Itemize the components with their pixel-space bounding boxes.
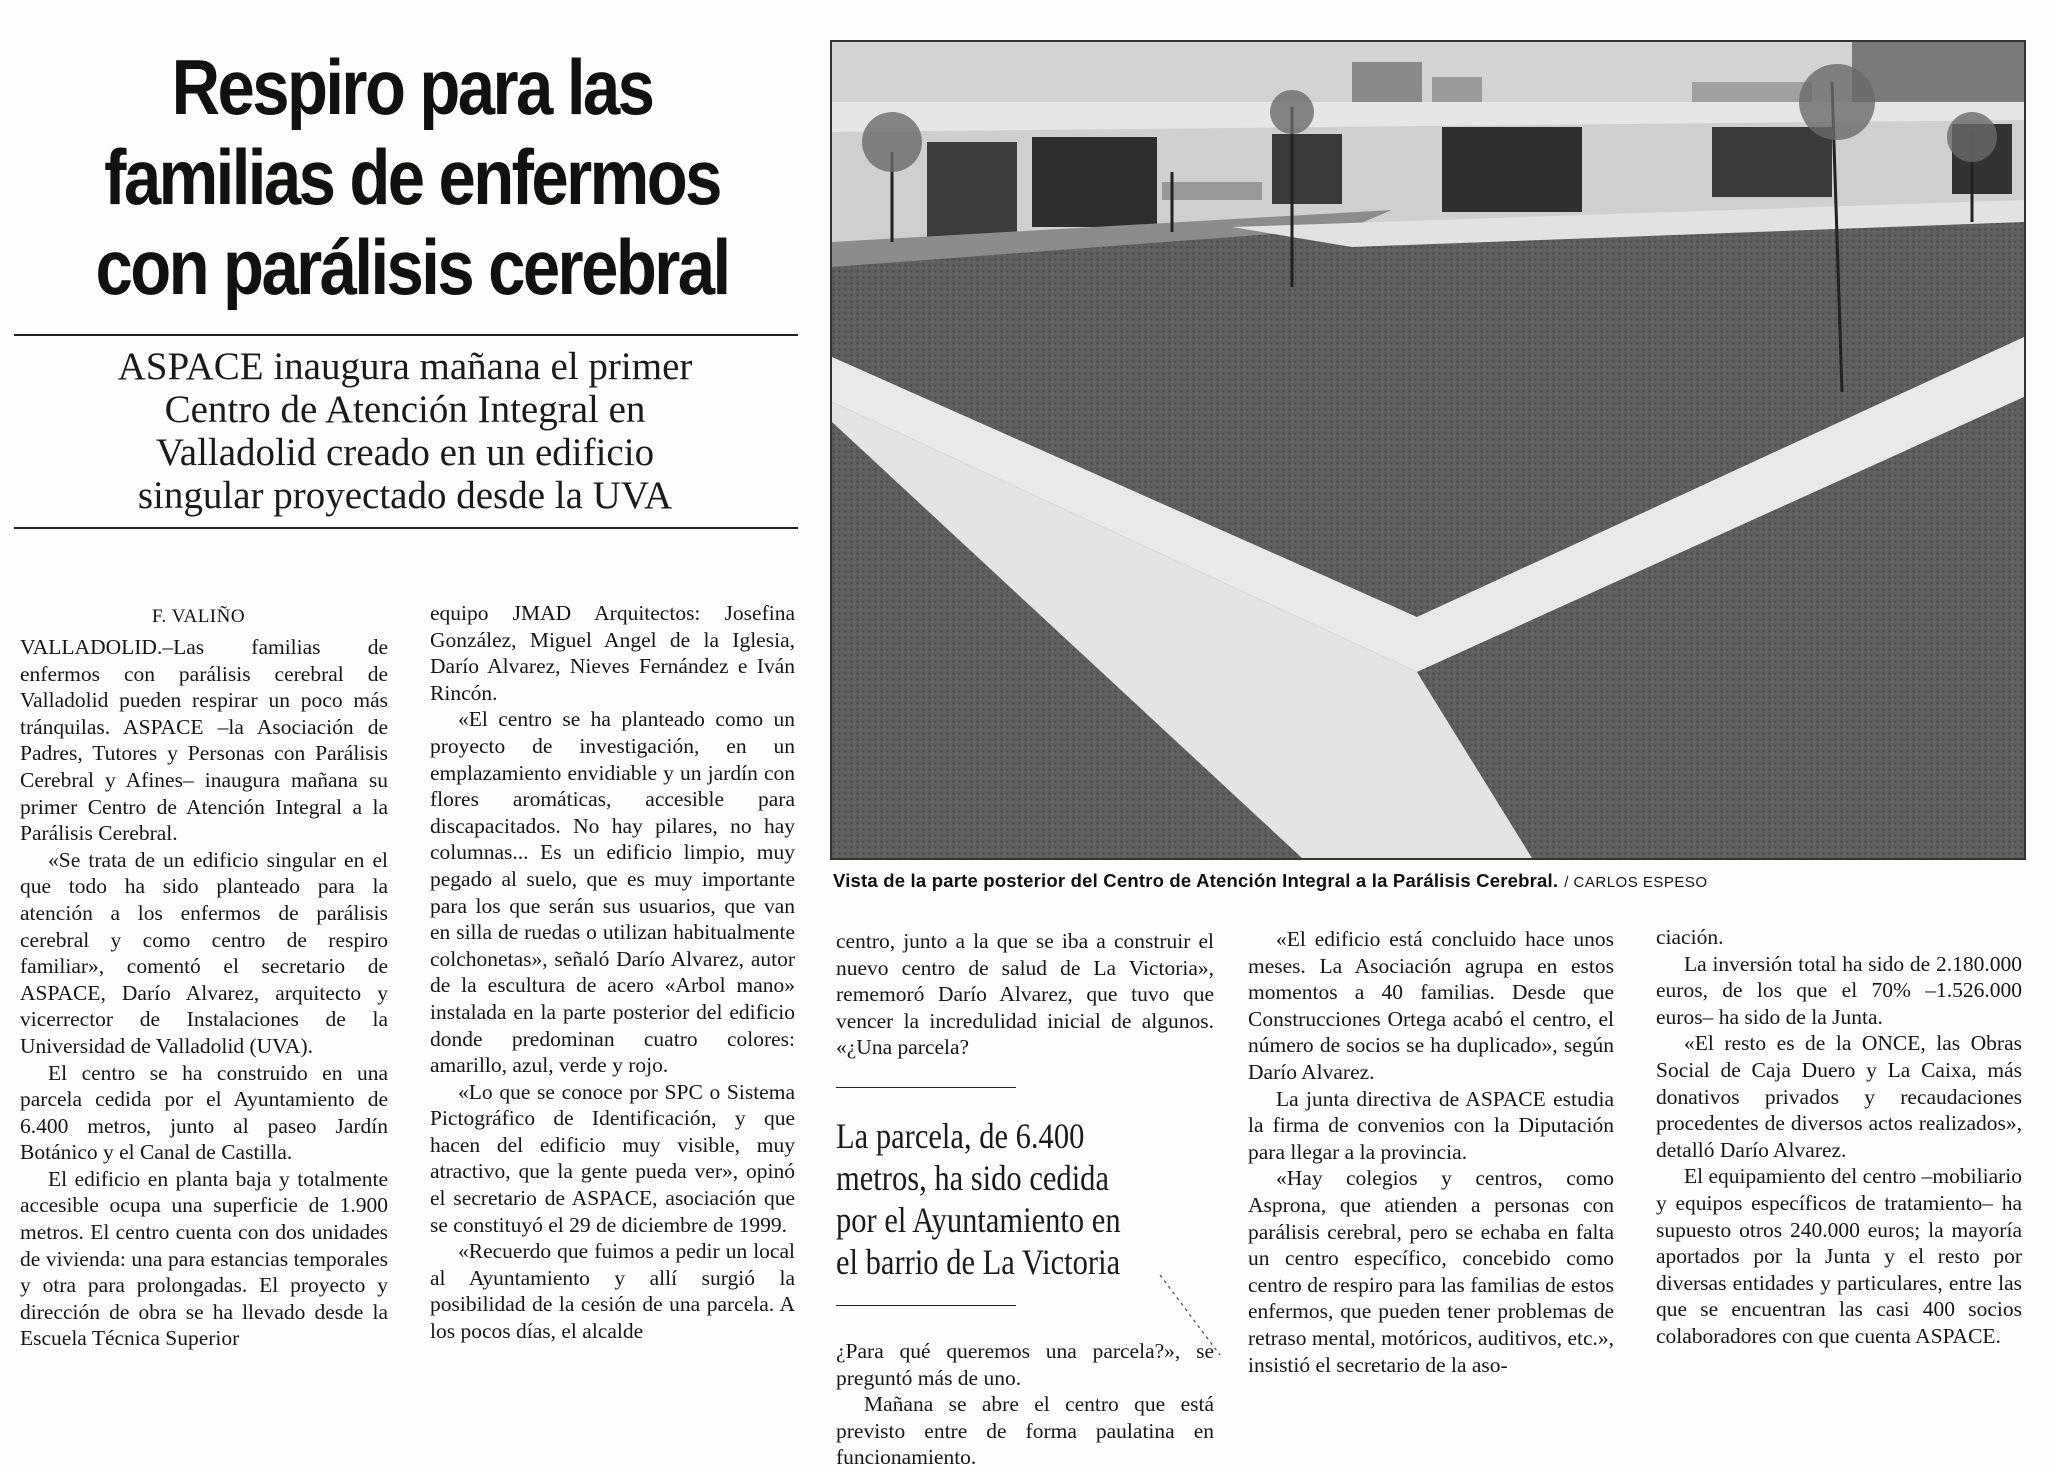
paragraph: VALLADOLID.–Las familias de enfermos con parálisis cerebral de Valladolid pueden respirar un poco más tránquilas. ASPACE –la Asociación de Padres, Tutores y Personas con Parálisis Cerebral y Afines– inaugura mañana su primer Centro de Atención Integral a la Parálisis Cerebral. bbox=[20, 635, 388, 846]
deck-rule-bottom bbox=[14, 527, 798, 529]
column-3-top bbox=[836, 928, 1214, 1061]
paragraph: El equipamiento del centro –mobiliario y equipos específicos de tratamiento– ha supuesto otros 240.000 euros; la mayoría aportados por la Junta y el resto por diversas entidades y particulares, entre las que se encuentran las casi 400 socios colaboradores con que cuenta ASPACE. bbox=[1656, 1164, 2022, 1348]
headline-line-2: familias de enfermos bbox=[104, 133, 720, 221]
dateline: VALLADOLID. bbox=[20, 635, 163, 659]
headline bbox=[77, 42, 748, 312]
paragraph: «Lo que se conoce por SPC o Sistema Pictográfico de Identificación, y que hacen del edificio muy visible, muy atractivo, que la gente pueda ver», opinó el secretario de ASPACE, asociación que se constituyó el 29 de diciembre de 1999. bbox=[430, 1079, 795, 1237]
paragraph: «El edificio está concluido hace unos meses. La Asociación agrupa en estos momentos a 40 familias. Desde que Construcciones Ortega acabó el centro, el número de socios se ha duplicado», según Darío Alvarez. bbox=[1248, 927, 1614, 1084]
paragraph: ¿Para qué queremos una parcela?», se preguntó más de uno. bbox=[836, 1339, 1214, 1390]
paragraph: centro, junto a la que se iba a construir el nuevo centro de salud de La Victoria», rememoró Darío Alvarez, que tuvo que vencer la incredulidad inicial de algunos. «¿Una parcela? bbox=[836, 929, 1214, 1060]
paragraph: El centro se ha construido en una parcela cedida por el Ayuntamiento de 6.400 metros, junto al paseo Jardín Botánico y el Canal de Castilla. bbox=[20, 1060, 388, 1165]
caption-text: Vista de la parte posterior del Centro de Atención Integral a la Parálisis Cerebral. bbox=[833, 870, 1559, 891]
courtyard-photo bbox=[830, 40, 2026, 860]
paragraph: «Se trata de un edificio singular en el que todo ha sido planteado para la atención a los enfermos de parálisis cerebral y como centro de respiro familiar», comentó el secretario de ASPACE, Darío Alvarez, arquitecto y vicerrector de Instalaciones de la Universidad de Valladolid (UVA). bbox=[20, 847, 388, 1058]
paragraph: La inversión total ha sido de 2.180.000 euros, de los que el 70% –1.526.000 euros– ha sido de la Junta. bbox=[1656, 951, 2022, 1029]
column-5 bbox=[1656, 924, 2022, 1350]
headline-line-1: Respiro para las bbox=[171, 43, 653, 131]
column-3-bottom bbox=[836, 1338, 1214, 1471]
paragraph: La junta directiva de ASPACE estudia la firma de convenios con la Diputación para llegar a la provincia. bbox=[1248, 1086, 1614, 1164]
column-4 bbox=[1248, 926, 1614, 1378]
headline-rule-top bbox=[14, 334, 798, 336]
deck-line-2: Centro de Atención Integral en bbox=[164, 388, 646, 431]
headline-line-3: con parálisis cerebral bbox=[95, 223, 729, 311]
paragraph: «El centro se ha planteado como un proyecto de investigación, en un emplazamiento envidiable y un jardín con flores aromáticas, accesible para discapacitados. No hay pilares, no hay columnas... Es un edificio limpio, muy pegado al suelo, que es muy importante para los que serán sus usuarios, que van en silla de ruedas o utilizan habitualmente colchonetas», señaló Darío Alvarez, autor de la escultura de acero «Arbol mano» instalada en la parte posterior del edificio donde predominan cuatro colores: amarillo, azul, verde y rojo. bbox=[430, 707, 795, 1078]
deck-subheadline bbox=[40, 345, 770, 517]
paragraph: El edificio en planta baja y totalmente accesible ocupa una superficie de 1.900 metros. El centro cuenta con dos unidades de vivienda: una para estancias temporales y otra para prolongadas. El proyecto y dirección de obra se ha llevado desde la Escuela Técnica Superior bbox=[20, 1166, 388, 1351]
photo-credit: / CARLOS ESPESO bbox=[1564, 874, 1708, 891]
pull-quote: La parcela, de 6.400 metros, ha sido cedida por el Ayuntamiento en el barrio de La Victoria bbox=[836, 1116, 1121, 1282]
paragraph: «Recuerdo que fuimos a pedir un local al Ayuntamiento y allí surgió la posibilidad de la cesión de una parcela. A los pocos días, el alcalde bbox=[430, 1239, 795, 1344]
deck-line-3: Valladolid creado en un edificio bbox=[155, 431, 655, 474]
column-2 bbox=[430, 600, 795, 1345]
photo-caption bbox=[833, 870, 1708, 892]
byline: F. VALIÑO bbox=[152, 606, 246, 627]
paragraph: ciación. bbox=[1656, 925, 1724, 949]
courtyard-photo-image bbox=[832, 42, 2024, 858]
column-1 bbox=[20, 634, 388, 1352]
paragraph: equipo JMAD Arquitectos: Josefina González, Miguel Angel de la Iglesia, Darío Alvarez, Nieves Fernández e Iván Rincón. bbox=[430, 601, 795, 705]
deck-line-1: ASPACE inaugura mañana el primer bbox=[117, 345, 693, 388]
deck-line-4: singular proyectado desde la UVA bbox=[137, 474, 673, 517]
paragraph: «Hay colegios y centros, como Asprona, que atienden a personas con parálisis cerebral, pero se echaba en falta un centro específico, concebido como centro de respiro para las familias de estos enfermos, que pueden tener problemas de retraso mental, motóricos, auditivos, etc.», insistió el secretario de la aso- bbox=[1248, 1166, 1615, 1377]
pull-quote-rule-top bbox=[836, 1087, 1016, 1088]
paragraph: Mañana se abre el centro que está previsto entre de forma paulatina en funcionamiento. bbox=[836, 1392, 1214, 1470]
paragraph: «El resto es de la ONCE, las Obras Social de Caja Duero y La Caixa, más donativos privados y recaudaciones procedentes de diversos actos realizados», detalló Darío Alvarez. bbox=[1656, 1031, 2022, 1162]
pull-quote-rule-bottom bbox=[836, 1305, 1016, 1306]
